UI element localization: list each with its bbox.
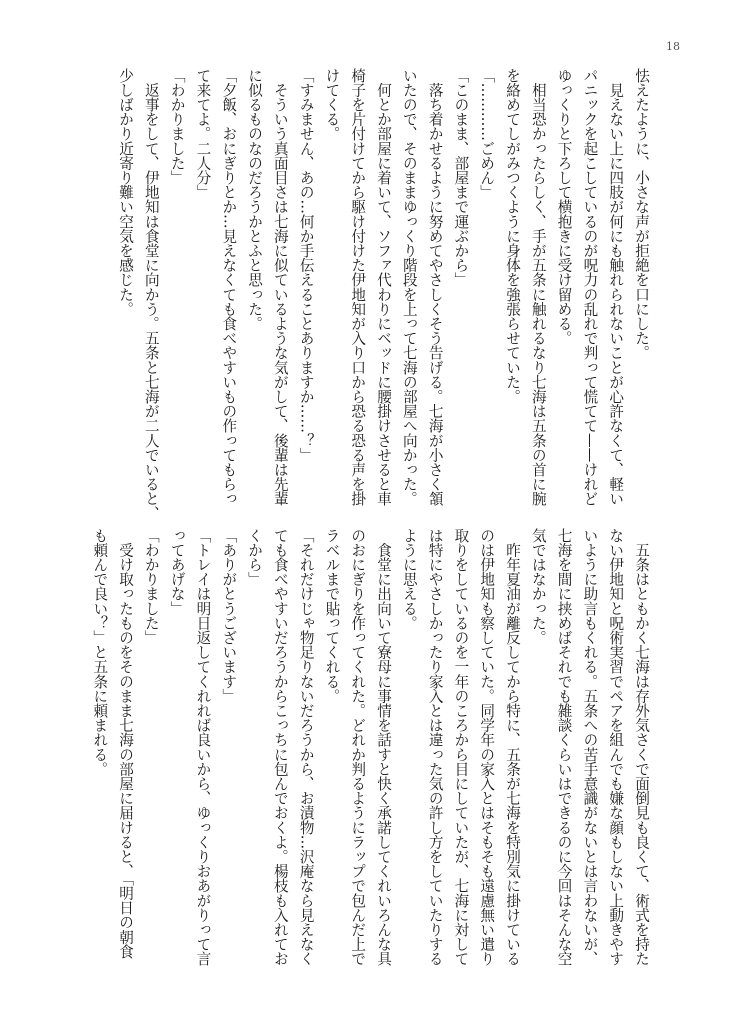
text-line: 見えない上に四肢が何にも触れられないことが心許なくて、軽い bbox=[607, 68, 625, 506]
text-line: 「ありがとうございます」 bbox=[220, 528, 238, 704]
text-line: 「それだけじゃ物足りないだろうから、お漬物…沢庵なら見えなく bbox=[297, 528, 315, 966]
text-line: 相当恐かったらしく、手が五条に触れるなり七海は五条の首に腕 bbox=[529, 68, 547, 506]
text-line: 「夕飯、おにぎりとか…見えなくても食べやすいもの作ってもらっ bbox=[220, 68, 238, 506]
text-line: のは伊地知も察していた。同学年の家入とはそもそも遠慮無い遣り bbox=[478, 528, 496, 966]
text-line: を絡めてしがみつくように身体を強張らせていた。 bbox=[504, 68, 522, 404]
text-line: 何とか部屋に着いて、ソファ代わりにベッドに腰掛けさせると車 bbox=[375, 68, 393, 506]
text-line: パニックを起こしているのが呪力の乱れで判って慌てて——けれど bbox=[581, 68, 599, 506]
text-line: けてくる。 bbox=[323, 68, 341, 141]
text-line: いたので、そのままゆっくり階段を上って七海の部屋へ向かった。 bbox=[400, 68, 418, 506]
text-line: 「…………ごめん」 bbox=[478, 68, 496, 200]
page-number: 18 bbox=[666, 40, 680, 53]
text-line: 「わかりました」 bbox=[142, 528, 160, 645]
text-line: ラベルまで貼ってくれる。 bbox=[323, 528, 341, 704]
text-line: そういう真面目さは七海に似ているような気がして、後輩は先輩 bbox=[271, 68, 289, 506]
text-line: 落ち着かせるように努めてやさしくそう告げる。七海が小さく頷 bbox=[426, 68, 444, 506]
text-line: 椅子を片付けてから駆け付けた伊地知が入り口から恐る恐る声を掛 bbox=[349, 68, 367, 506]
text-line: 受け取ったものをそのまま七海の部屋に届けると、「明日の朝食 bbox=[117, 528, 135, 959]
text-line: 取りをしているのを一年のころから目にしていたが、七海に対して bbox=[452, 528, 470, 966]
text-line: くから」 bbox=[246, 528, 264, 587]
text-line: 五条はともかく七海は存外気さくで面倒見も良くて、術式を持た bbox=[633, 528, 650, 966]
text-line: ない伊地知と呪術実習でペアを組んでも嫌な顔もしない上動きやす bbox=[607, 528, 625, 966]
text-line: も頼んで良い？」と五条に頼まれる。 bbox=[91, 528, 109, 777]
text-line: 「すみません、あの…何か手伝えることありますか……？」 bbox=[297, 68, 315, 463]
text-line: ように思える。 bbox=[400, 528, 418, 631]
lower-text-block bbox=[86, 528, 654, 966]
text-line: 怯えたように、小さな声が拒絶を口にした。 bbox=[633, 68, 650, 360]
text-line: ゆっくりと下ろして横抱きに受け留める。 bbox=[555, 68, 573, 346]
text-line: 「このまま、部屋まで運ぶから」 bbox=[452, 68, 470, 287]
text-line: 「わかりました」 bbox=[168, 68, 186, 185]
text-line: 気ではなかった。 bbox=[529, 528, 547, 645]
text-line: に似るものなのだろうかとふと思った。 bbox=[246, 68, 264, 331]
text-line: ても食べやすいだろうからこっちに包んでおくよ。楊枝も入れてお bbox=[271, 528, 289, 966]
text-line: 返事をして、伊地知は食堂に向かう。五条と七海が二人でいると、 bbox=[142, 68, 160, 521]
text-line: 七海を間に挟めばそれでも雑談くらいはできるのに今回はそんな空 bbox=[555, 528, 573, 966]
text-line: て来てよ。二人分」 bbox=[194, 68, 212, 200]
text-line: 食堂に出向いて寮母に事情を話すと快く承諾してくれいろんな具 bbox=[375, 528, 393, 966]
text-line: は特にやさしかったり家入とは違った気の許し方をしていたりする bbox=[426, 528, 444, 966]
text-line: のおにぎりを作ってくれた。どれか判るようにラップで包んだ上で bbox=[349, 528, 367, 966]
text-line: 少しばかり近寄り難い空気を感じた。 bbox=[117, 68, 135, 317]
text-line: 「トレイは明日返してくれれば良いから、ゆっくりおあがりって言 bbox=[194, 528, 212, 966]
upper-text-block bbox=[112, 68, 654, 521]
text-line: いように助言もくれる。五条への苦手意識がないとは言わないが、 bbox=[581, 528, 599, 966]
text-line: ってあげな」 bbox=[168, 528, 186, 616]
text-line: 昨年夏油が離反してから特に、五条が七海を特別気に掛けている bbox=[504, 528, 522, 966]
